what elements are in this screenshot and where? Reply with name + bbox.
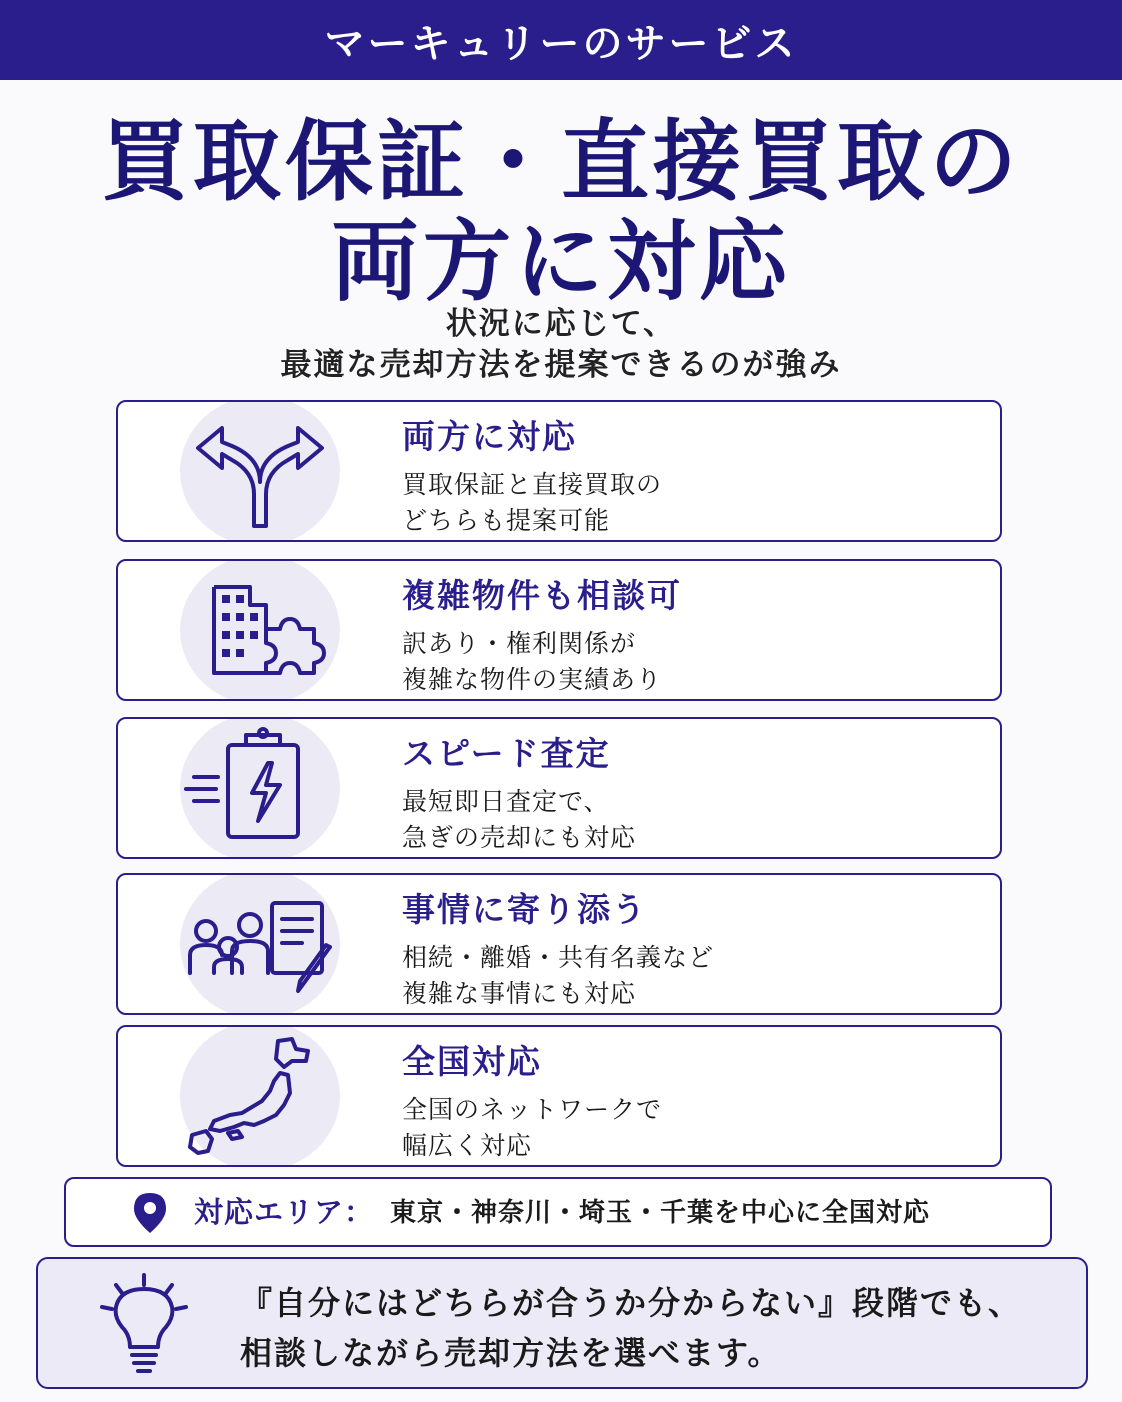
lightbulb-icon xyxy=(94,1271,194,1375)
header-title: マーキュリーのサービス xyxy=(324,20,798,67)
feature-text-line2: 急ぎの売却にも対応 xyxy=(402,823,637,852)
feature-card-circumstances xyxy=(116,873,1002,1015)
hero-subtitle-line1: 状況に応じて、 xyxy=(445,306,677,342)
split-arrow-icon xyxy=(180,402,340,542)
feature-title: スピード査定 xyxy=(402,734,611,773)
note-line1: 『自分にはどちらが合うか分からない』段階でも、 xyxy=(240,1284,1023,1322)
feature-card-speed xyxy=(116,717,1002,859)
feature-text-line2: 複雑な物件の実績あり xyxy=(402,665,663,694)
feature-text-line1: 訳あり・権利関係が xyxy=(402,629,637,658)
feature-card-nationwide xyxy=(116,1025,1002,1167)
hero-subtitle-line2: 最適な売却方法を提案できるのが強み xyxy=(280,347,842,383)
feature-text-line2: 複雑な事情にも対応 xyxy=(402,979,637,1008)
japan-map-icon xyxy=(180,1027,340,1167)
family-document-icon xyxy=(180,875,340,1015)
feature-text-line2: どちらも提案可能 xyxy=(402,506,611,535)
feature-title: 全国対応 xyxy=(402,1042,542,1081)
service-area-label: 対応エリア： xyxy=(194,1195,375,1229)
header-bar xyxy=(0,0,1122,80)
feature-text-line1: 最短即日査定で、 xyxy=(402,787,610,816)
service-area-box xyxy=(64,1177,1052,1247)
building-puzzle-icon xyxy=(180,561,340,701)
hero-title-line2: 両方に対応 xyxy=(330,210,791,313)
feature-card-complex xyxy=(116,559,1002,701)
feature-text-line1: 全国のネットワークで xyxy=(402,1095,663,1124)
feature-title: 両方に対応 xyxy=(402,417,577,456)
feature-title: 複雑物件も相談可 xyxy=(402,576,682,615)
service-area-value: 東京・神奈川・埼玉・千葉を中心に全国対応 xyxy=(390,1198,931,1228)
note-line2: 相談しながら売却方法を選べます。 xyxy=(240,1334,782,1372)
location-pin-icon xyxy=(132,1191,168,1235)
consultation-note xyxy=(36,1257,1088,1389)
feature-card-both xyxy=(116,400,1002,542)
feature-text-line1: 買取保証と直接買取の xyxy=(402,470,663,499)
clipboard-lightning-icon xyxy=(180,719,340,859)
feature-text-line1: 相続・離婚・共有名義など xyxy=(402,943,715,972)
feature-text-line2: 幅広く対応 xyxy=(402,1131,533,1160)
feature-title: 事情に寄り添う xyxy=(402,890,647,929)
hero-title-line1: 買取保証・直接買取の xyxy=(100,110,1021,213)
